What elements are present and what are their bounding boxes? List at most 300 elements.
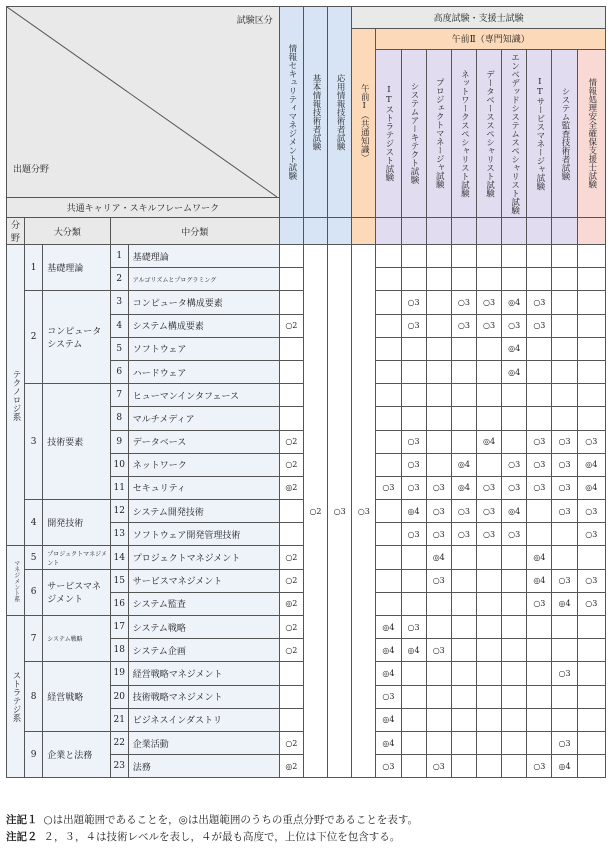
mark-au: ◎4 [552, 755, 577, 778]
middle-no: 13 [110, 523, 128, 546]
middle-name: データベース [128, 430, 279, 453]
col-group-advanced: 高度試験・支援士試験 [352, 7, 606, 29]
middle-no: 3 [110, 291, 128, 314]
mark-is: ◎2 [279, 476, 303, 499]
mark-sa: ○3 [401, 291, 426, 314]
mark-sm [527, 384, 552, 407]
framework-label: 共通キャリア・スキルフレームワーク [7, 198, 280, 218]
mark-sm [527, 500, 552, 523]
mark-sc [577, 616, 605, 639]
field-cell: ストラテジ系 [7, 616, 25, 778]
middle-name: プロジェクトマネジメント [128, 546, 279, 569]
mark-sa: ○3 [401, 314, 426, 337]
middle-no: 8 [110, 407, 128, 430]
mark-es [502, 592, 527, 615]
mark-sa: ◎4 [401, 639, 426, 662]
mark-pm [426, 685, 451, 708]
mark-pm: ○3 [426, 569, 451, 592]
middle-name: 法務 [128, 755, 279, 778]
major-no: 1 [25, 245, 43, 291]
mark-st [376, 384, 401, 407]
mark-sm [527, 731, 552, 754]
mark-au [552, 268, 577, 291]
mark-db [476, 569, 501, 592]
mark-sa [401, 384, 426, 407]
mark-au [552, 685, 577, 708]
table-row [7, 245, 606, 268]
mark-db [476, 245, 501, 268]
middle-no: 4 [110, 314, 128, 337]
mark-sc [577, 708, 605, 731]
mark-sc [577, 639, 605, 662]
mark-es [502, 569, 527, 592]
mark-sm [527, 360, 552, 383]
mark-au [552, 407, 577, 430]
mark-sm: ○3 [527, 291, 552, 314]
mark-db [476, 731, 501, 754]
mark-sc [577, 662, 605, 685]
mark-db [476, 755, 501, 778]
col-is-mgmt: 情報セキュリティマネジメント試験 [279, 7, 303, 218]
middle-name: セキュリティ [128, 476, 279, 499]
mark-au [552, 616, 577, 639]
mark-pm [426, 407, 451, 430]
middle-name: 企業活動 [128, 731, 279, 754]
mark-sa [401, 546, 426, 569]
mark-au: ○3 [552, 500, 577, 523]
mark-au [552, 384, 577, 407]
mark-au: ○3 [552, 662, 577, 685]
mark-nw: ○3 [451, 523, 476, 546]
mark-sa [401, 592, 426, 615]
mark-st: ○3 [376, 476, 401, 499]
mark-nw [451, 708, 476, 731]
mark-pm [426, 430, 451, 453]
mark-sc [577, 291, 605, 314]
mark-st [376, 314, 401, 337]
mark-st [376, 360, 401, 383]
mark-db [476, 546, 501, 569]
major-no: 9 [25, 731, 43, 777]
mark-nw: ◎4 [451, 453, 476, 476]
mark-st [376, 453, 401, 476]
mark-es: ○3 [502, 453, 527, 476]
col-sc: 情報処理安全確保支援士試験 [577, 49, 605, 218]
middle-no: 15 [110, 569, 128, 592]
mark-db [476, 592, 501, 615]
mark-nw: ○3 [451, 291, 476, 314]
mark-sc [577, 731, 605, 754]
mark-au: ○3 [552, 476, 577, 499]
middle-no: 21 [110, 708, 128, 731]
mark-is: ○2 [279, 639, 303, 662]
middle-name: マルチメディア [128, 407, 279, 430]
mark-is: ◎2 [279, 592, 303, 615]
mark-nw [451, 384, 476, 407]
mark-pm [426, 616, 451, 639]
mark-pm: ◎4 [426, 546, 451, 569]
mark-es [502, 430, 527, 453]
mark-sm: ◎4 [527, 569, 552, 592]
major-name: システム戦略 [43, 616, 110, 662]
middle-no: 22 [110, 731, 128, 754]
mark-st [376, 500, 401, 523]
mark-sm [527, 662, 552, 685]
mark-es: ◎4 [502, 291, 527, 314]
mark-sc: ○3 [577, 500, 605, 523]
mark-es [502, 546, 527, 569]
mark-db [476, 662, 501, 685]
footnotes [6, 812, 418, 846]
mark-sc [577, 407, 605, 430]
middle-no: 9 [110, 430, 128, 453]
mark-db [476, 708, 501, 731]
mark-au [552, 314, 577, 337]
mark-sm [527, 407, 552, 430]
col-sm: ITサービスマネージャ試験 [527, 49, 552, 218]
mark-sc: ○3 [577, 569, 605, 592]
mark-sc: ◎4 [577, 476, 605, 499]
mark-sm: ◎4 [527, 546, 552, 569]
middle-no: 5 [110, 337, 128, 360]
middle-no: 23 [110, 755, 128, 778]
mark-sc [577, 360, 605, 383]
mark-es [502, 384, 527, 407]
mark-pm [426, 384, 451, 407]
mark-au [552, 523, 577, 546]
col-fe: 基本情報技術者試験 [303, 7, 327, 218]
mark-is [279, 291, 303, 314]
mark-sm: ○3 [527, 592, 552, 615]
mark-sm: ○3 [527, 453, 552, 476]
mark-nw [451, 546, 476, 569]
table-body [7, 245, 606, 778]
mark-pm: ○3 [426, 500, 451, 523]
mark-nw: ○3 [451, 314, 476, 337]
mark-sa: ○3 [401, 616, 426, 639]
mark-is: ○2 [279, 453, 303, 476]
middle-name: 技術戦略マネジメント [128, 685, 279, 708]
middle-name: システム開発技術 [128, 500, 279, 523]
mark-st: ◎4 [376, 662, 401, 685]
col-sa: システムアーキテクト試験 [401, 49, 426, 218]
mark-nw [451, 639, 476, 662]
mark-au: ○3 [552, 430, 577, 453]
mark-pm [426, 291, 451, 314]
mark-au [552, 546, 577, 569]
mark-db [476, 639, 501, 662]
mark-pm: ○3 [426, 523, 451, 546]
mark-sm [527, 268, 552, 291]
mark-sa [401, 708, 426, 731]
mark-st [376, 291, 401, 314]
mark-es: ◎4 [502, 360, 527, 383]
mark-st: ○3 [376, 755, 401, 778]
mark-db [476, 384, 501, 407]
mark-pm [426, 708, 451, 731]
question-field-label: 出題分野 [13, 165, 50, 175]
middle-name: システム戦略 [128, 616, 279, 639]
mark-pm [426, 337, 451, 360]
mark-st [376, 523, 401, 546]
mark-db: ○3 [476, 500, 501, 523]
middle-name: 経営戦略マネジメント [128, 662, 279, 685]
mark-pm [426, 268, 451, 291]
middle-name: システム監査 [128, 592, 279, 615]
col-am2: 午前Ⅱ（専門知識） [376, 29, 606, 50]
mark-es [502, 731, 527, 754]
mark-nw [451, 592, 476, 615]
mark-es [502, 662, 527, 685]
mark-sa: ◎4 [401, 500, 426, 523]
major-no: 6 [25, 569, 43, 615]
mark-db: ○3 [476, 523, 501, 546]
mark-is: ○2 [279, 569, 303, 592]
mark-pm [426, 314, 451, 337]
major-name: 企業と法務 [43, 731, 110, 777]
mark-pm: ○3 [426, 476, 451, 499]
mark-es: ○3 [502, 523, 527, 546]
mark-sc [577, 245, 605, 268]
mark-sc: ○3 [577, 523, 605, 546]
major-name: サービスマネジメント [43, 569, 110, 615]
mark-es [502, 407, 527, 430]
mark-is: ○2 [279, 314, 303, 337]
mark-sa [401, 731, 426, 754]
mark-sa [401, 755, 426, 778]
exam-scope-table [6, 6, 606, 778]
mark-db [476, 685, 501, 708]
mark-es [502, 639, 527, 662]
major-name: プロジェクトマネジメント [43, 546, 110, 569]
middle-name: サービスマネジメント [128, 569, 279, 592]
major-no: 8 [25, 662, 43, 732]
mark-is [279, 685, 303, 708]
mark-sa: ○3 [401, 476, 426, 499]
major-name: 開発技術 [43, 500, 110, 546]
mark-nw [451, 616, 476, 639]
col-st: ITストラテジスト試験 [376, 49, 401, 218]
mark-au [552, 708, 577, 731]
mark-au [552, 291, 577, 314]
mark-db [476, 453, 501, 476]
mark-ap: ○3 [328, 245, 352, 778]
mark-sm [527, 616, 552, 639]
mark-nw [451, 662, 476, 685]
mark-is [279, 500, 303, 523]
major-no: 5 [25, 546, 43, 569]
middle-no: 2 [110, 268, 128, 291]
mark-db [476, 268, 501, 291]
mark-nw [451, 337, 476, 360]
mark-sa [401, 685, 426, 708]
footnote-2: 注記２ ２，３，４は技術レベルを表し，４が最も高度で，上位は下位を包含する。 [6, 831, 401, 843]
mark-sc: ○3 [577, 592, 605, 615]
mark-sc [577, 384, 605, 407]
col-am1: 午前Ⅰ（共通知識） [352, 29, 376, 218]
mark-am1: ○3 [352, 245, 376, 778]
mark-nw [451, 407, 476, 430]
col-es: エンベデッドシステムスペシャリスト試験 [502, 49, 527, 218]
middle-name: 基礎理論 [128, 245, 279, 268]
mark-is [279, 384, 303, 407]
mark-nw [451, 360, 476, 383]
major-name: 基礎理論 [43, 245, 110, 291]
mark-is [279, 407, 303, 430]
mark-st [376, 337, 401, 360]
mark-st: ◎4 [376, 731, 401, 754]
mark-es [502, 755, 527, 778]
mark-sc [577, 337, 605, 360]
diagonal-header-cell [7, 7, 280, 198]
mark-nw [451, 268, 476, 291]
middle-name: システム企画 [128, 639, 279, 662]
middle-no: 1 [110, 245, 128, 268]
mark-st: ○3 [376, 685, 401, 708]
middle-name: ヒューマンインタフェース [128, 384, 279, 407]
mark-st: ◎4 [376, 708, 401, 731]
mark-sm [527, 685, 552, 708]
mark-st [376, 407, 401, 430]
mark-is [279, 708, 303, 731]
middle-no: 18 [110, 639, 128, 662]
mark-nw [451, 245, 476, 268]
major-no: 3 [25, 384, 43, 500]
middle-no: 19 [110, 662, 128, 685]
mark-db: ○3 [476, 291, 501, 314]
mark-pm [426, 453, 451, 476]
major-name: 経営戦略 [43, 662, 110, 732]
mark-sa [401, 407, 426, 430]
field-cell: マネジメント系 [7, 546, 25, 616]
col-db: データベーススペシャリスト試験 [476, 49, 501, 218]
middle-no: 12 [110, 500, 128, 523]
middle-no: 11 [110, 476, 128, 499]
mark-pm [426, 360, 451, 383]
mark-is [279, 662, 303, 685]
mark-db [476, 360, 501, 383]
mark-sc [577, 314, 605, 337]
mark-sa [401, 569, 426, 592]
mark-is: ○2 [279, 616, 303, 639]
middle-no: 20 [110, 685, 128, 708]
mark-sa [401, 360, 426, 383]
mark-pm [426, 662, 451, 685]
mark-is: ◎2 [279, 755, 303, 778]
mark-pm [426, 245, 451, 268]
mark-au: ◎4 [552, 592, 577, 615]
mark-sm: ○3 [527, 314, 552, 337]
mark-st: ◎4 [376, 616, 401, 639]
col-nw: ネットワークスペシャリスト試験 [451, 49, 476, 218]
mark-au [552, 360, 577, 383]
footnote-1: 注記１ ○は出題範囲であることを，◎は出題範囲のうちの重点分野であることを表す。 [6, 814, 418, 826]
mark-sm [527, 708, 552, 731]
mark-pm [426, 731, 451, 754]
middle-name: ソフトウェア [128, 337, 279, 360]
mark-is: ○2 [279, 731, 303, 754]
mark-pm: ○3 [426, 755, 451, 778]
mark-is [279, 523, 303, 546]
mark-es [502, 685, 527, 708]
middle-name: ソフトウェア開発管理技術 [128, 523, 279, 546]
mark-sm [527, 639, 552, 662]
mark-nw: ◎4 [451, 476, 476, 499]
major-name: 技術要素 [43, 384, 110, 500]
middle-name: システム構成要素 [128, 314, 279, 337]
middle-name: コンピュータ構成要素 [128, 291, 279, 314]
mark-es: ○3 [502, 476, 527, 499]
field-cell: テクノロジ系 [7, 245, 25, 546]
mark-nw [451, 569, 476, 592]
mark-au: ○3 [552, 569, 577, 592]
mark-sa [401, 245, 426, 268]
mark-es: ◎4 [502, 500, 527, 523]
exam-category-label: 試験区分 [236, 16, 273, 26]
mark-es: ○3 [502, 314, 527, 337]
mark-sm [527, 245, 552, 268]
mark-sc [577, 546, 605, 569]
mark-sa: ○3 [401, 453, 426, 476]
mark-db [476, 616, 501, 639]
mark-st: ◎4 [376, 639, 401, 662]
mark-db: ○3 [476, 476, 501, 499]
middle-no: 17 [110, 616, 128, 639]
mark-sa [401, 268, 426, 291]
mark-nw [451, 755, 476, 778]
mark-is [279, 268, 303, 291]
mark-sm: ○3 [527, 755, 552, 778]
major-no: 4 [25, 500, 43, 546]
mark-db: ◎4 [476, 430, 501, 453]
mark-st [376, 592, 401, 615]
mark-sm: ○3 [527, 430, 552, 453]
mark-st [376, 546, 401, 569]
mark-sc [577, 268, 605, 291]
major-no: 2 [25, 291, 43, 384]
mark-es [502, 245, 527, 268]
mark-au [552, 639, 577, 662]
mark-st [376, 430, 401, 453]
mark-is [279, 245, 303, 268]
mark-db [476, 407, 501, 430]
mark-is: ○2 [279, 546, 303, 569]
mark-sm: ○3 [527, 476, 552, 499]
mark-pm [426, 592, 451, 615]
mark-nw [451, 685, 476, 708]
middle-name: ハードウェア [128, 360, 279, 383]
mark-fe: ○2 [303, 245, 327, 778]
mark-db: ○3 [476, 314, 501, 337]
mark-sc [577, 685, 605, 708]
mark-sc: ◎4 [577, 453, 605, 476]
mark-sc: ○3 [577, 430, 605, 453]
mark-au [552, 337, 577, 360]
mark-es [502, 708, 527, 731]
mark-sm [527, 337, 552, 360]
middle-no: 16 [110, 592, 128, 615]
mark-es [502, 268, 527, 291]
col-field-header: 分野 [7, 218, 25, 245]
middle-no: 6 [110, 360, 128, 383]
mark-es: ◎4 [502, 337, 527, 360]
middle-name: アルゴリズムとプログラミング [128, 268, 279, 291]
middle-no: 14 [110, 546, 128, 569]
middle-no: 7 [110, 384, 128, 407]
col-major-header: 大分類 [25, 218, 111, 245]
table-header [7, 7, 606, 245]
mark-st [376, 245, 401, 268]
